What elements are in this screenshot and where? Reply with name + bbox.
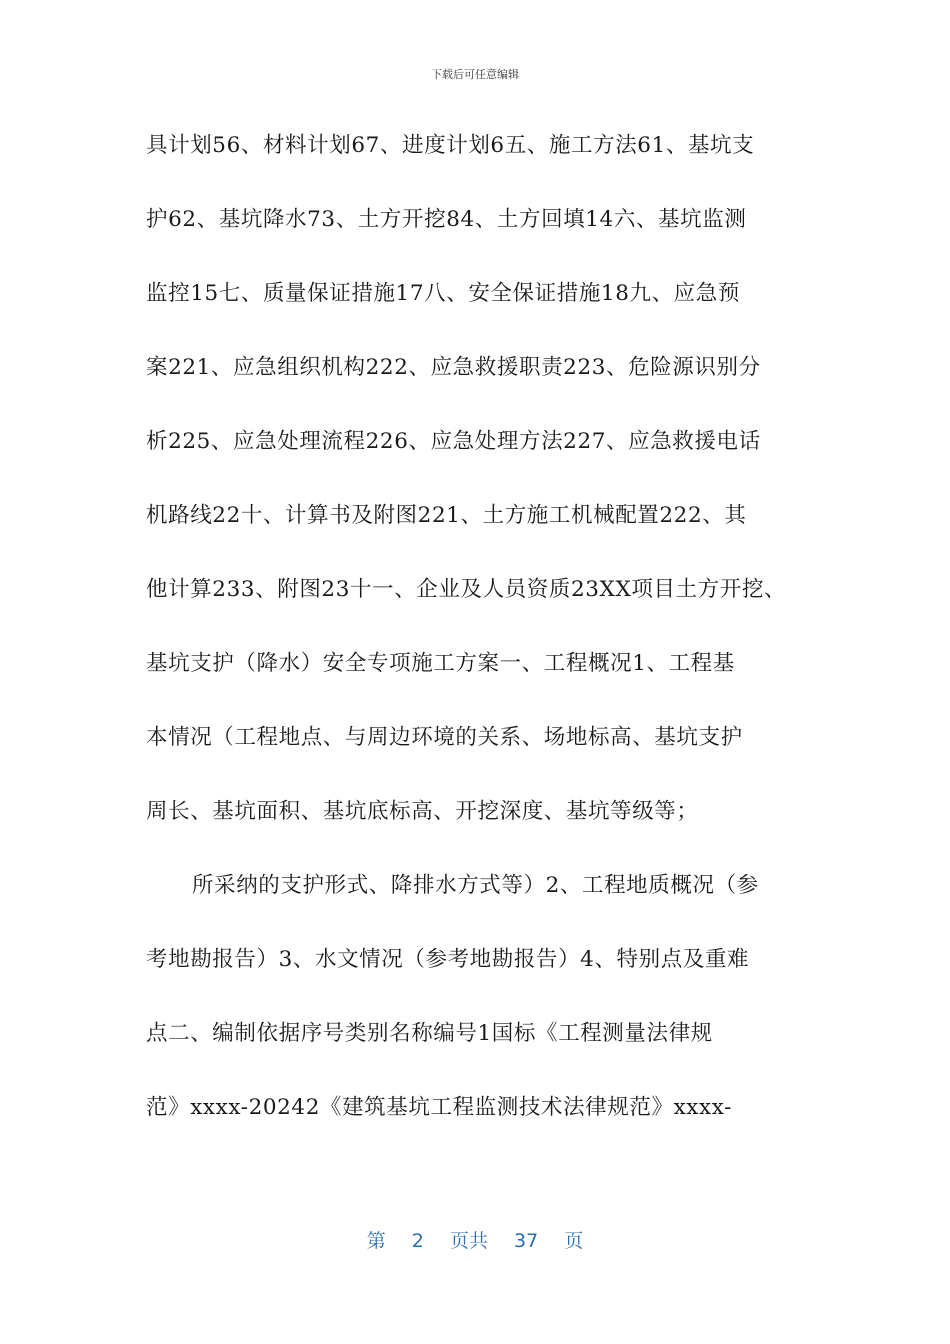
- text-line: 范》xxxx-20242《建筑基坑工程监测技术法律规范》xxxx-: [146, 1095, 732, 1120]
- text-line: 监控15七、质量保证措施17八、安全保证措施18九、应急预: [146, 281, 740, 306]
- footer-middle: 页共: [449, 1230, 488, 1252]
- footer-prefix: 第: [366, 1230, 386, 1252]
- text-line: 点二、编制依据序号类别名称编号1国标《工程测量法律规: [146, 1021, 713, 1046]
- footer-suffix: 页: [564, 1230, 584, 1252]
- body-text: [146, 126, 826, 1162]
- text-line: 周长、基坑面积、基坑底标高、开挖深度、基坑等级等；: [146, 799, 699, 824]
- text-line: 本情况（工程地点、与周边环境的关系、场地标高、基坑支护: [146, 725, 743, 750]
- page-footer: [0, 1226, 950, 1253]
- paragraph-start-line: 所采纳的支护形式、降排水方式等）2、工程地质概况（参: [192, 873, 759, 898]
- text-line: 案221、应急组织机构222、应急救援职责223、危险源识别分: [146, 355, 761, 380]
- text-line: 具计划56、材料计划67、进度计划6五、施工方法61、基坑支: [146, 133, 755, 158]
- footer-page-number: 2: [411, 1230, 424, 1252]
- text-line: 析225、应急处理流程226、应急处理方法227、应急救援电话: [146, 429, 761, 454]
- text-line: 他计算233、附图23十一、企业及人员资质23XX项目土方开挖、: [146, 577, 787, 602]
- text-line: 护62、基坑降水73、土方开挖84、土方回填14六、基坑监测: [146, 207, 747, 232]
- text-line: 基坑支护（降水）安全专项施工方案一、工程概况1、工程基: [146, 651, 735, 676]
- text-line: 机路线22十、计算书及附图221、土方施工机械配置222、其: [146, 503, 747, 528]
- header-note: 下载后可任意编辑: [431, 68, 519, 81]
- footer-total-pages: 37: [514, 1230, 539, 1252]
- text-line: 考地勘报告）3、水文情况（参考地勘报告）4、特别点及重难: [146, 947, 750, 972]
